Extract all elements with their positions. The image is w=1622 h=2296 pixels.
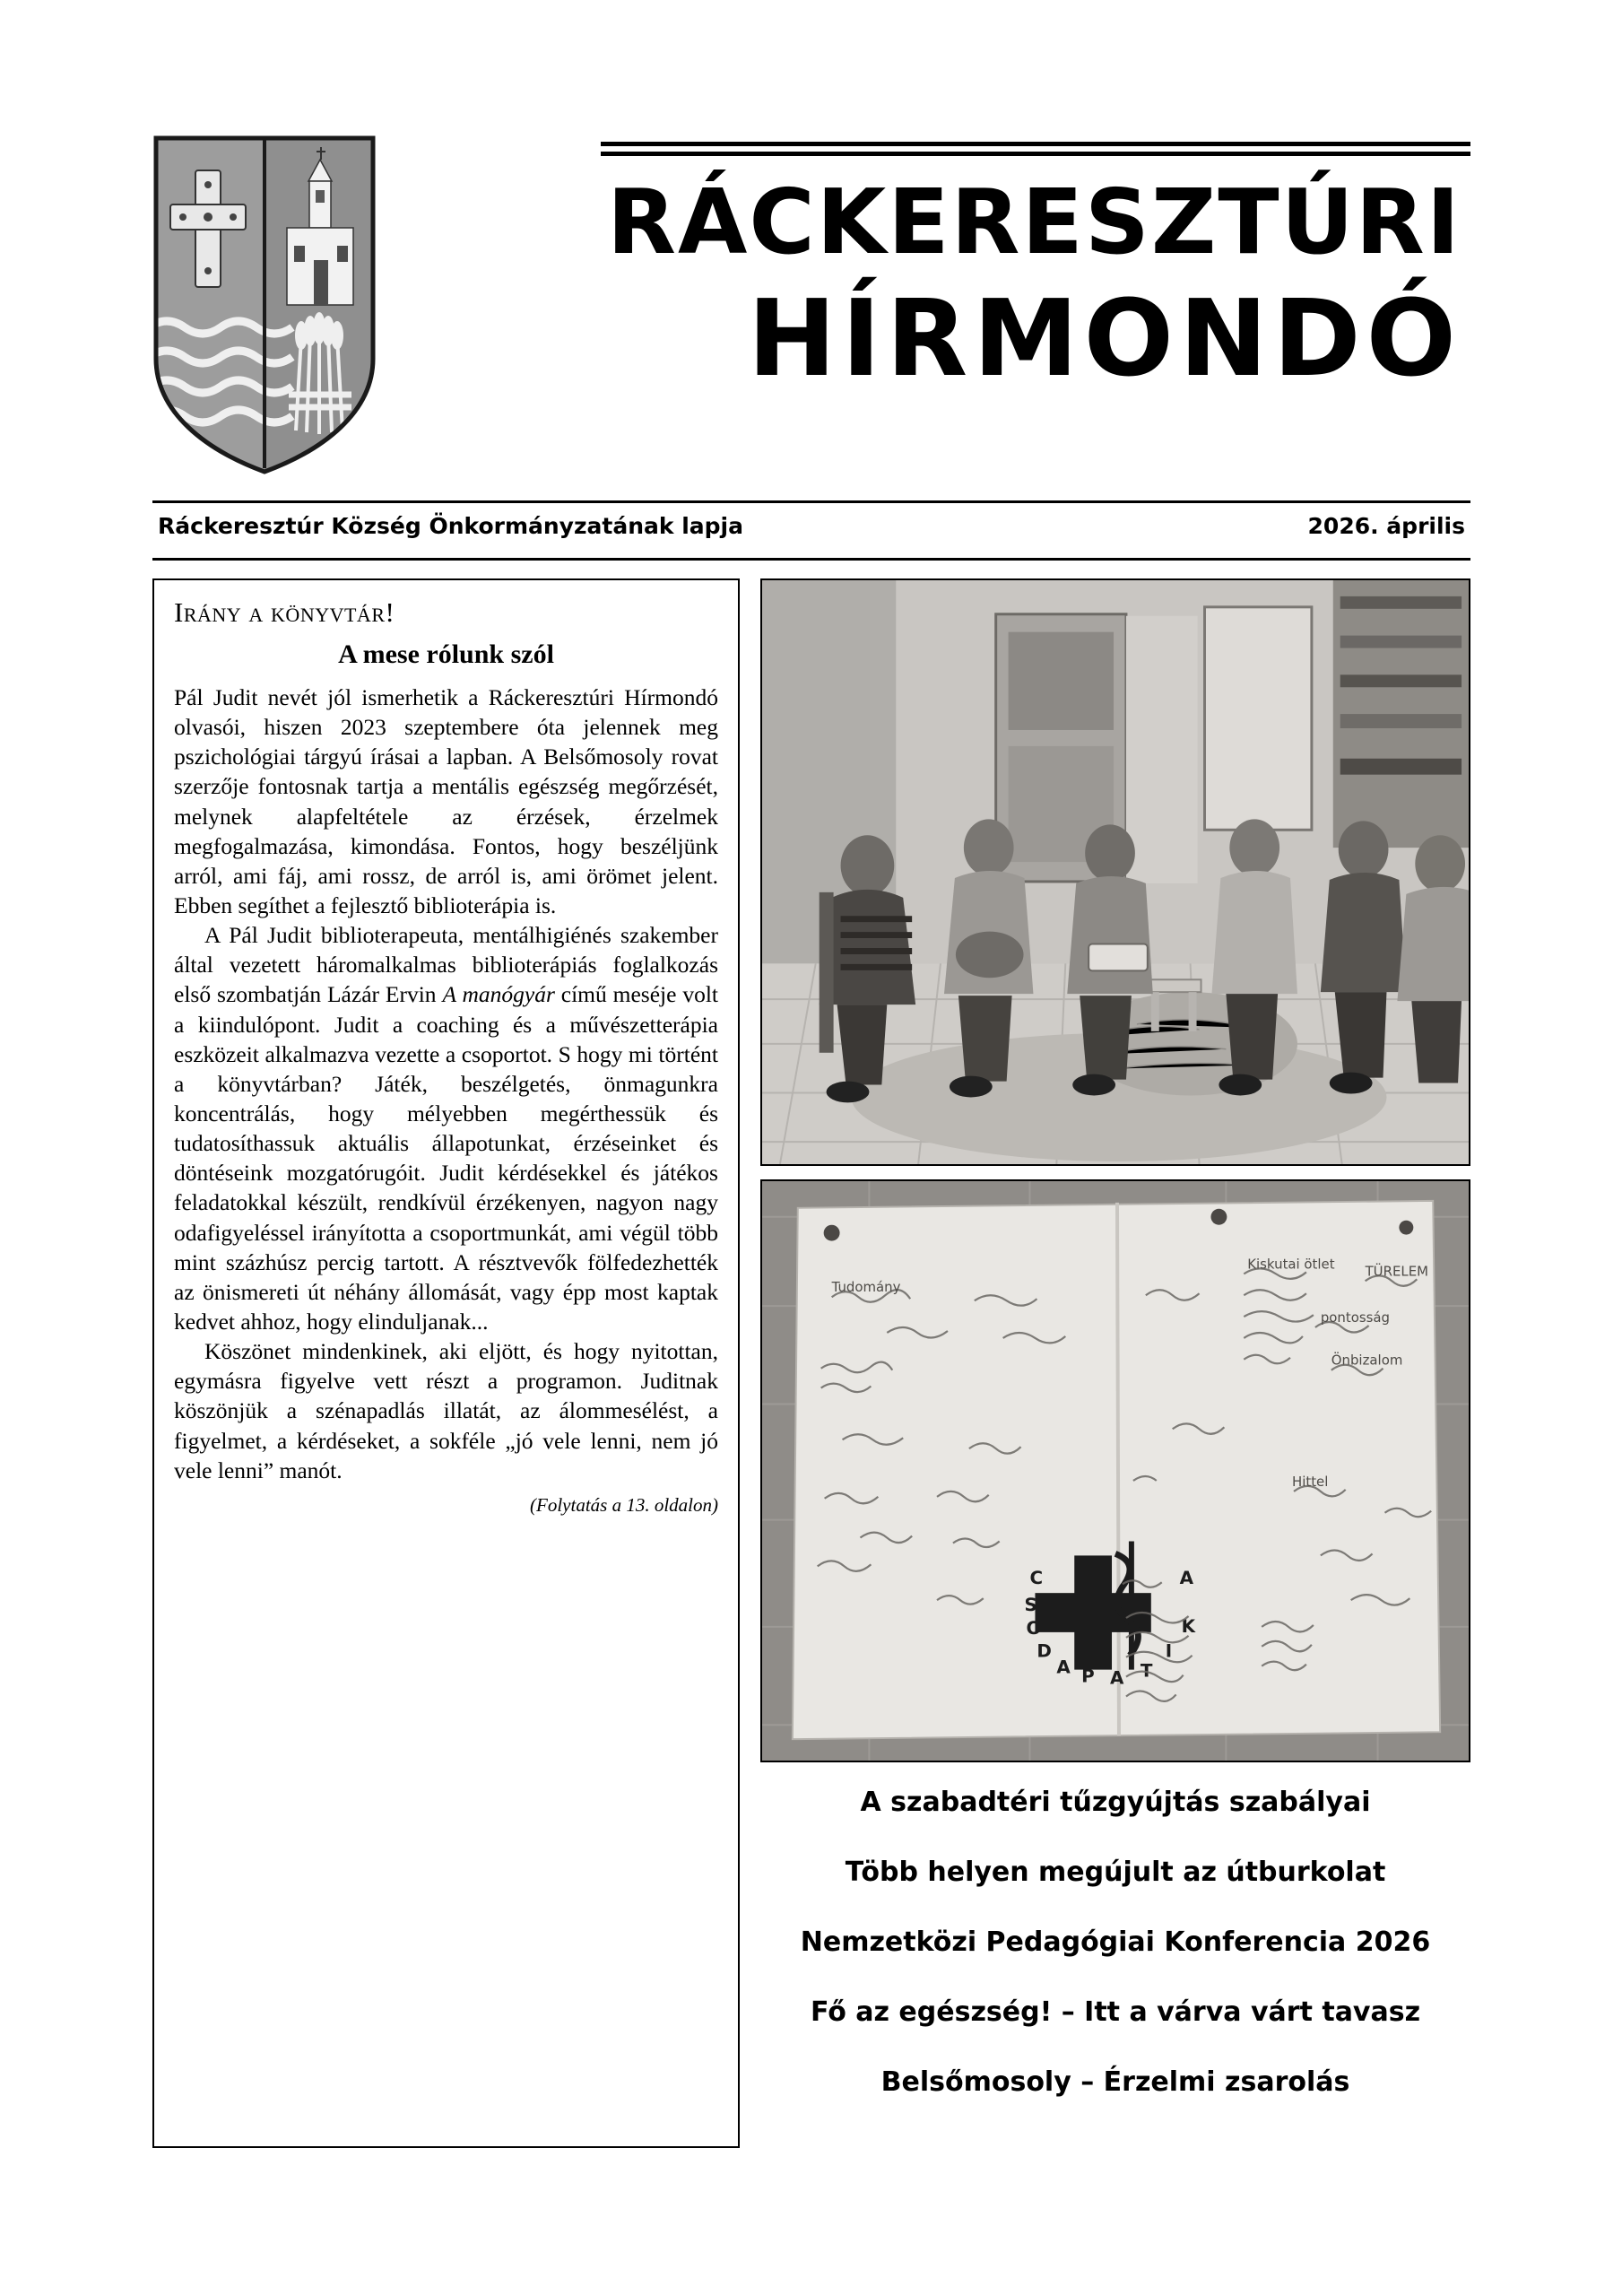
flipchart-poster-photo bbox=[760, 1179, 1470, 1762]
issue-date: 2026. április bbox=[1307, 513, 1465, 539]
page-title-line2: HÍRMONDÓ bbox=[747, 276, 1462, 400]
article-paragraph: A Pál Judit biblioterapeuta, mentálhigiénés szakember által vezetett háromalkalmas biblioterápiás foglalkozás első szombatján Lázár Ervin A manógyár című meséje volt a kiindulópont. Judit a coaching és a művészetterápia eszközeit alkalmazva vezette a csoportot. S hogy mi történt a könyvtárban? Játék, beszélgetés, önmagunkra koncentrálás, hogy mélyebben megérthessük és tudatosíthassuk aktuális állapotunkat, érzéseinket és döntéseink mozgatórugóit. Judit kérdésekkel és játékos feladatokkal készült, rendkívül érzékenyen, nagyon nagy odafigyeléssel irányította a csoportmunkát, ami végül több mint százhúsz percig tartott. A résztvevők fölfedezhették az önismereti út néhány állomását, vagy épp most kaptak kedvet ahhoz, hogy elinduljanak... bbox=[174, 922, 718, 1335]
svg-text:Tudomány: Tudomány bbox=[831, 1279, 901, 1296]
masthead-title-block bbox=[421, 135, 1470, 484]
headline-item[interactable]: Több helyen megújult az útburkolat bbox=[845, 1857, 1386, 1888]
svg-text:T: T bbox=[1140, 1660, 1153, 1682]
headline-item[interactable]: A szabadtéri tűzgyújtás szabályai bbox=[860, 1787, 1371, 1818]
svg-text:Kiskutai ötlet: Kiskutai ötlet bbox=[1247, 1256, 1335, 1273]
svg-text:Hittel: Hittel bbox=[1292, 1473, 1329, 1490]
lead-article bbox=[152, 578, 740, 2148]
headline-list bbox=[760, 1789, 1470, 2148]
headline-item[interactable]: Nemzetközi Pedagógiai Konferencia 2026 bbox=[800, 1926, 1431, 1958]
svg-text:P: P bbox=[1081, 1665, 1095, 1687]
svg-text:A: A bbox=[1179, 1568, 1194, 1589]
svg-text:D: D bbox=[1037, 1640, 1052, 1662]
headline-item[interactable]: Belsőmosoly – Érzelmi zsarolás bbox=[880, 2066, 1350, 2098]
article-body bbox=[174, 683, 718, 1485]
svg-text:O: O bbox=[1026, 1617, 1042, 1639]
subheader-rule-top bbox=[152, 500, 1470, 503]
svg-text:K: K bbox=[1181, 1615, 1196, 1637]
headline-item[interactable]: Fő az egészség! – Itt a várva várt tavasz bbox=[810, 1996, 1421, 2028]
svg-text:S: S bbox=[1024, 1595, 1037, 1616]
svg-text:A: A bbox=[1110, 1667, 1124, 1689]
svg-text:Önbizalom: Önbizalom bbox=[1331, 1352, 1403, 1369]
continuation-note: (Folytatás a 13. oldalon) bbox=[530, 1493, 718, 1516]
page-title-line1: RÁCKERESZTÚRI bbox=[606, 170, 1462, 274]
svg-text:C: C bbox=[1029, 1568, 1044, 1589]
svg-text:A: A bbox=[1056, 1657, 1071, 1678]
coat-of-arms-icon bbox=[152, 135, 377, 475]
subheader bbox=[152, 513, 1470, 551]
svg-text:I: I bbox=[1165, 1640, 1173, 1662]
subheader-rule-bottom bbox=[152, 558, 1470, 561]
article-deck: A mese rólunk szól bbox=[338, 639, 554, 669]
svg-text:pontosság: pontosság bbox=[1320, 1309, 1391, 1326]
masthead bbox=[152, 135, 1470, 493]
masthead-rule bbox=[601, 142, 1470, 156]
article-kicker: Irány a könyvtár! bbox=[174, 596, 395, 628]
article-paragraph: Köszönet mindenkinek, aki eljött, és hogy nyitottan, egymásra figyelve vett részt a programon. Juditnak köszönjük a szénapadlás illatát, az álommesélést, a figyelmet, a kérdéseket, a sokféle „jó vele lenni, nem jó vele lenni” manót. bbox=[174, 1338, 718, 1483]
publisher-label: Ráckeresztúr Község Önkormányzatának lapja bbox=[158, 513, 743, 539]
article-paragraph: Pál Judit nevét jól ismerhetik a Ráckeresztúri Hírmondó olvasói, hiszen 2023 szeptembere óta jelennek meg pszichológiai tárgyú írásai a lapban. A Belsőmosoly rovat szerzője fontosnak tartja a mentális egészség megőrzését, melynek alapfeltétele az érzések, érzelmek megfogalmazása, kimondása. Fontos, hogy beszéljünk arról, ami fáj, ami rossz, de arról is, ami örömet jelent. Ebben segíthet a fejlesztő biblioterápia is. bbox=[174, 684, 718, 918]
svg-text:TÜRELEM: TÜRELEM bbox=[1365, 1263, 1429, 1280]
library-group-photo bbox=[760, 578, 1470, 1166]
